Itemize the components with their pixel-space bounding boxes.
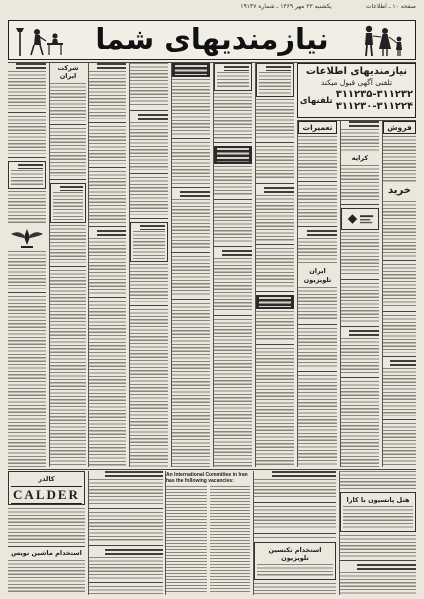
ad-text-lines xyxy=(254,583,336,594)
inverted-ad-text xyxy=(217,148,249,162)
ad-separator xyxy=(214,142,252,143)
iran-tv-ad-heading: ایران تلویزیون xyxy=(303,267,332,284)
ad-text-lines xyxy=(130,264,168,302)
ad-bold-line xyxy=(390,360,416,366)
ad-separator xyxy=(341,326,379,327)
ad-bold-line xyxy=(272,471,336,477)
classified-column-4 xyxy=(130,63,168,467)
classified-column-2 xyxy=(50,63,86,467)
ad-bold-line xyxy=(307,230,337,236)
ad-text-lines xyxy=(11,170,43,186)
column-rule xyxy=(339,471,340,595)
boxed-ad xyxy=(130,222,168,262)
ad-text-lines xyxy=(214,258,252,312)
ad-text-lines xyxy=(8,251,46,289)
page-header xyxy=(240,2,416,11)
lamppost-figure-illustration xyxy=(13,23,65,57)
ad-text-lines xyxy=(130,63,168,107)
ad-text-lines xyxy=(254,506,336,530)
ad-text-lines xyxy=(383,136,416,182)
ad-text-lines xyxy=(383,368,416,416)
column-rule xyxy=(253,471,254,595)
ad-text-lines xyxy=(50,225,86,263)
ad-separator xyxy=(8,546,85,547)
section-rule xyxy=(8,62,416,63)
ad-separator xyxy=(8,157,46,158)
ad-text-lines xyxy=(89,586,163,594)
ad-separator xyxy=(89,122,126,123)
phone-number: ۳۱۱۲۳۰-۳۱۱۲۲۴ xyxy=(335,101,414,112)
section-heading-sale: فروش xyxy=(383,121,416,134)
ad-bold-line xyxy=(138,114,168,120)
column-rule xyxy=(382,121,383,467)
ad-text-lines xyxy=(8,116,46,154)
company-logo-icon xyxy=(341,208,379,230)
info-box-title: نیازمندیهای اطلاعات xyxy=(305,66,408,77)
ad-separator xyxy=(130,305,168,306)
ad-text-lines xyxy=(50,83,86,121)
ad-text-lines xyxy=(383,423,416,467)
ad-separator xyxy=(214,199,252,200)
ad-bold-line xyxy=(266,66,291,71)
ad-separator xyxy=(256,244,294,245)
ad-text-lines xyxy=(89,71,126,119)
calder-logo-text: CALDER xyxy=(11,486,82,504)
committee-heading: An International Committee in Iran has the following vacancies: xyxy=(166,472,248,484)
ad-text-lines xyxy=(340,535,416,557)
column-rule xyxy=(129,63,130,467)
ad-separator xyxy=(50,124,86,125)
ad-separator xyxy=(383,419,416,420)
ad-separator xyxy=(8,292,46,293)
ad-bold-line xyxy=(60,186,83,191)
ad-text-lines xyxy=(172,303,210,467)
ad-text-lines xyxy=(50,270,86,467)
ad-text-lines xyxy=(89,301,126,467)
ad-text-lines xyxy=(254,479,336,499)
column-rule xyxy=(88,471,89,595)
ad-text-lines xyxy=(8,191,46,223)
ad-text-lines xyxy=(8,560,85,594)
ad-text-lines xyxy=(257,564,333,577)
committee-text-columns xyxy=(166,486,250,594)
ad-text-lines xyxy=(130,177,168,215)
inverted-ad-heading xyxy=(256,295,294,309)
ad-text-lines xyxy=(166,486,207,594)
tv-technician-heading: استخدام تکنسین تلویزیون xyxy=(268,546,322,563)
ad-bold-line xyxy=(264,187,294,193)
boxed-ad xyxy=(214,63,252,91)
ad-separator xyxy=(89,167,126,168)
column-rule xyxy=(340,121,341,467)
classified-column-3 xyxy=(89,63,126,467)
column-rule xyxy=(297,121,298,467)
inverted-ad-heading xyxy=(172,63,210,77)
ad-text-lines xyxy=(130,309,168,467)
ad-text-lines xyxy=(341,165,379,201)
ad-separator xyxy=(340,560,416,561)
inverted-ad-text xyxy=(259,297,291,307)
ad-separator xyxy=(214,315,252,316)
ad-text-lines xyxy=(89,171,126,223)
ad-text-lines xyxy=(340,471,416,489)
ad-text-lines xyxy=(298,185,337,223)
ad-separator xyxy=(383,260,416,261)
ad-text-lines xyxy=(89,479,163,505)
classified-column-1 xyxy=(8,63,46,467)
ad-bold-line xyxy=(349,330,379,336)
ad-text-lines xyxy=(172,142,210,184)
typist-ad-heading: استخدام ماشین نویس xyxy=(11,549,82,557)
ad-bold-line xyxy=(97,230,126,236)
ad-separator xyxy=(341,204,379,205)
boxed-ad xyxy=(256,63,294,97)
classifieds-info-box xyxy=(297,63,416,118)
ad-text-lines xyxy=(217,72,249,88)
ad-text-lines xyxy=(50,128,86,176)
phone-number: ۳۱۱۲۳۵-۳۱۱۲۳۲ xyxy=(335,89,414,100)
ad-text-lines xyxy=(8,71,46,109)
ad-separator xyxy=(89,226,126,227)
classified-column-10 xyxy=(383,121,416,467)
ad-separator xyxy=(130,173,168,174)
ad-separator xyxy=(172,299,210,300)
ad-separator xyxy=(214,246,252,247)
column-rule xyxy=(49,63,50,467)
ad-bold-line xyxy=(97,63,126,69)
classifieds-banner xyxy=(8,20,416,60)
ad-text-lines xyxy=(172,256,210,296)
inverted-ad-heading xyxy=(214,146,252,164)
ad-text-lines xyxy=(340,572,416,594)
calder-ad xyxy=(8,471,85,505)
section-heading-repairs: تعمیرات xyxy=(298,121,337,134)
ad-separator xyxy=(256,344,294,345)
ad-text-lines xyxy=(214,319,252,467)
hotel-ad-heading: هتل پانسیون با کارا xyxy=(346,496,410,504)
ad-text-lines xyxy=(133,231,165,259)
ad-text-lines xyxy=(383,315,416,353)
ad-separator xyxy=(172,252,210,253)
column-rule xyxy=(171,63,172,467)
ad-separator xyxy=(341,279,379,280)
banner-title: نیازمندیهای شما xyxy=(95,22,329,56)
ad-text-lines xyxy=(256,348,294,467)
ad-bold-line xyxy=(357,564,416,570)
ad-text-lines xyxy=(256,248,294,288)
ad-text-lines xyxy=(8,296,46,467)
section-rule xyxy=(297,120,416,121)
issue-date: یکشنبه ۲۳ مهر ۱۳۶۹ ـ شماره ۱۹۱۴۷ xyxy=(240,3,332,10)
inverted-ad-text xyxy=(175,65,207,75)
ad-separator xyxy=(130,110,168,111)
ad-text-lines xyxy=(130,122,168,170)
ad-text-lines xyxy=(89,512,163,542)
ad-text-lines xyxy=(256,146,294,180)
ad-text-lines xyxy=(172,199,210,249)
ad-text-lines xyxy=(341,129,379,151)
classified-column-7 xyxy=(256,63,294,467)
bottom-column-5 xyxy=(340,535,416,594)
ad-text-lines xyxy=(343,506,413,529)
ad-separator xyxy=(89,508,163,509)
ad-separator xyxy=(50,179,86,180)
ad-text-lines xyxy=(254,537,336,539)
ad-text-lines xyxy=(256,195,294,241)
ad-separator xyxy=(256,291,294,292)
phones-label: تلفنهای xyxy=(299,96,333,106)
info-box-subtitle: تلفنی آگهی قبول میکند xyxy=(320,78,393,87)
ad-separator xyxy=(341,377,379,378)
ad-bold-line xyxy=(18,164,43,169)
ad-bold-line xyxy=(180,191,210,197)
ad-separator xyxy=(383,311,416,312)
ad-separator xyxy=(130,218,168,219)
ad-separator xyxy=(8,112,46,113)
calder-persian-name: کالدر xyxy=(38,475,55,483)
ad-separator xyxy=(298,181,337,182)
ad-bold-line xyxy=(140,225,165,230)
ad-separator xyxy=(256,183,294,184)
tv-technician-ad xyxy=(254,542,336,580)
ad-separator xyxy=(89,297,126,298)
ad-text-lines xyxy=(341,232,379,276)
classified-column-6 xyxy=(214,63,252,467)
ad-bold-line xyxy=(349,121,379,127)
ad-separator xyxy=(383,356,416,357)
ad-bold-line xyxy=(105,549,163,555)
ad-text-lines xyxy=(298,328,337,368)
ad-text-lines xyxy=(259,72,291,94)
ad-bold-line xyxy=(16,63,46,69)
column-rule xyxy=(213,63,214,467)
ad-text-lines xyxy=(298,136,337,178)
classified-column-9 xyxy=(341,121,379,467)
section-rule xyxy=(8,469,416,470)
bottom-column-4 xyxy=(254,471,336,539)
ad-text-lines xyxy=(256,311,294,341)
classified-column-8 xyxy=(298,121,337,467)
ad-text-lines xyxy=(210,486,251,594)
ad-separator xyxy=(172,187,210,188)
column-rule xyxy=(165,471,166,595)
classified-column-5 xyxy=(172,63,210,467)
ad-separator xyxy=(254,502,336,503)
boxed-ad xyxy=(8,161,46,189)
ad-text-lines xyxy=(214,166,252,196)
ad-text-lines xyxy=(214,203,252,243)
ad-text-lines xyxy=(89,126,126,164)
ad-separator xyxy=(298,226,337,227)
ad-separator xyxy=(298,371,337,372)
ad-text-lines xyxy=(298,287,337,321)
ad-text-lines xyxy=(8,508,85,544)
section-heading-rent: کرایه xyxy=(351,154,369,162)
ad-separator xyxy=(50,266,86,267)
ad-text-lines xyxy=(383,201,416,257)
ad-bold-line xyxy=(222,250,252,256)
ad-text-lines xyxy=(383,264,416,308)
ad-text-lines xyxy=(89,557,163,579)
ad-separator xyxy=(298,324,337,325)
page-number: صفحه ۱۰ ـ اطلاعات xyxy=(365,3,416,10)
winged-emblem-icon xyxy=(8,225,46,249)
ad-text-lines xyxy=(256,99,294,139)
ad-text-lines xyxy=(298,375,337,467)
ad-separator xyxy=(254,533,336,534)
column-rule xyxy=(255,63,256,467)
ad-bold-line xyxy=(105,471,163,477)
column-rule xyxy=(88,63,89,467)
ad-text-lines xyxy=(53,192,83,220)
hotel-ad xyxy=(340,492,416,532)
ad-separator xyxy=(172,138,210,139)
phone-numbers xyxy=(336,89,413,113)
ad-text-lines xyxy=(341,381,379,467)
iran-company-ad-heading: شرکت ایران xyxy=(57,64,79,81)
ad-separator xyxy=(89,545,163,546)
ad-text-lines xyxy=(298,238,337,264)
ad-text-lines xyxy=(89,238,126,294)
family-illustration xyxy=(359,23,411,57)
section-heading-purchase: خرید xyxy=(388,185,411,197)
boxed-ad xyxy=(50,183,86,223)
ad-text-lines xyxy=(172,79,210,135)
info-box-phones xyxy=(300,89,413,113)
ad-text-lines xyxy=(214,93,252,139)
committee-vacancies-ad xyxy=(166,472,250,594)
ad-text-lines xyxy=(341,283,379,323)
ad-separator xyxy=(256,142,294,143)
bottom-column-2 xyxy=(89,471,163,594)
ad-bold-line xyxy=(224,66,249,71)
ad-separator xyxy=(89,582,163,583)
ad-text-lines xyxy=(341,338,379,374)
